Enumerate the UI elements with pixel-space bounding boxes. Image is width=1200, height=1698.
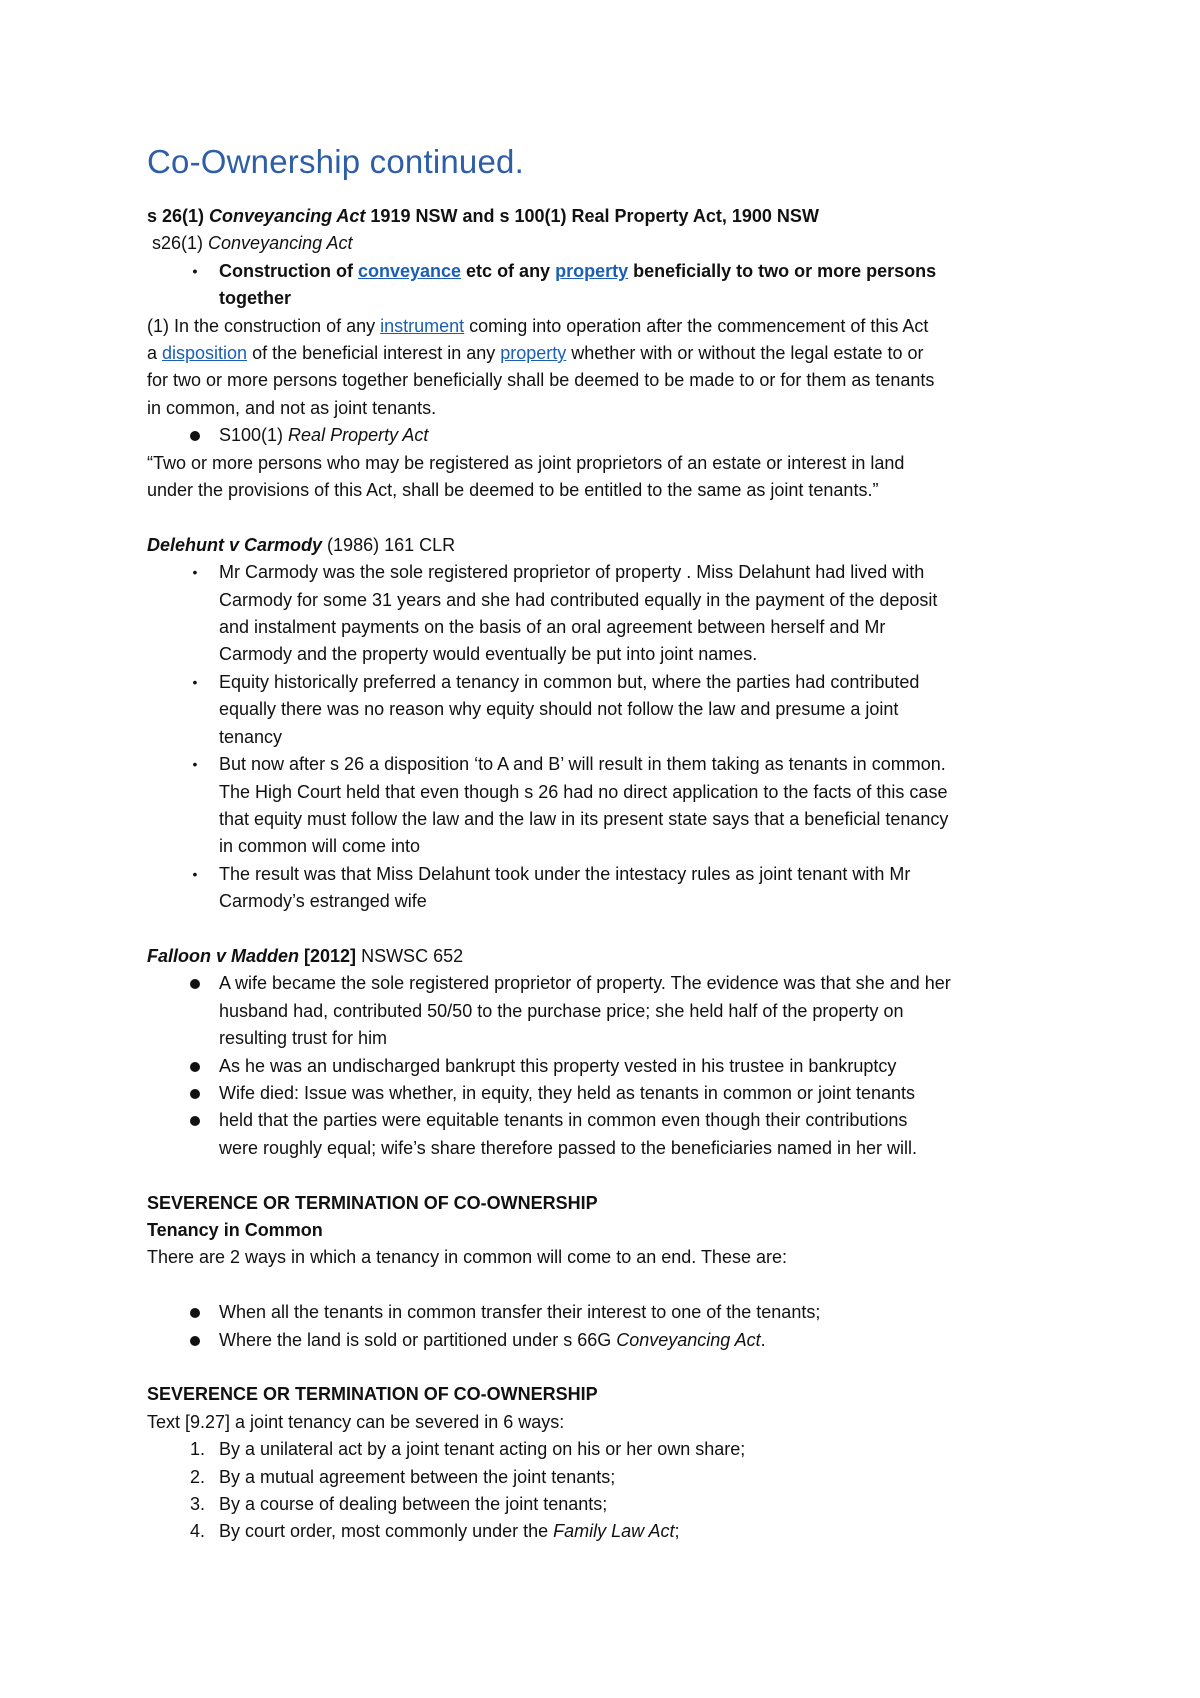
conveyance-link[interactable]: conveyance bbox=[357, 260, 462, 281]
bullet-icon: • bbox=[192, 564, 198, 581]
page-title: Co-Ownership continued. bbox=[147, 143, 524, 180]
bullet-icon: • bbox=[192, 865, 198, 882]
list-item: 3. By a course of dealing between the joint tenants; bbox=[189, 1494, 608, 1515]
bullet-icon: • bbox=[192, 673, 198, 690]
list-item: As he was an undischarged bankrupt this property vested in his trustee in bankruptcy bbox=[147, 1053, 1077, 1080]
bullet-icon bbox=[183, 1327, 207, 1354]
numbered-list bbox=[147, 1436, 1077, 1518]
s26-label: s26(1) Conveyancing Act bbox=[152, 233, 353, 254]
property-link-2[interactable]: property bbox=[500, 343, 567, 364]
case-heading-delehunt: Delehunt v Carmody (1986) 161 CLR bbox=[147, 534, 456, 555]
bullet-icon bbox=[183, 970, 207, 997]
falloon-bullets bbox=[147, 970, 1077, 1162]
section-heading: SEVERENCE OR TERMINATION OF CO-OWNERSHIP bbox=[147, 1192, 598, 1213]
list-item: A wife became the sole registered proprietor of property. The evidence was that she and her husband had, contributed 50/50 to the purchase price; she held half of the property on resulting trust for him bbox=[147, 970, 1077, 1052]
s100-bullet: S100(1) Real Property Act bbox=[147, 422, 1077, 449]
property-link[interactable]: property bbox=[555, 260, 629, 281]
s26-paragraph: (1) In the construction of any instrument coming into operation after the commencement of this Act a disposition of the beneficial interest in any property whether with or without the legal estate to or for two or more persons together beneficially shall be deemed to be made to or for them as tenants in common, and not as joint tenants. bbox=[147, 315, 935, 418]
delehunt-bullets bbox=[147, 559, 1077, 915]
s100-quote: “Two or more persons who may be registered as joint proprietors of an estate or interest in land bbox=[147, 452, 905, 473]
document-body: s 26(1) Conveyancing Act 1919 NSW and s 100(1) Real Property Act, 1900 NSW s26(1) Conveyancing Act • Construction of conveyance etc of any property beneficially to two or more persons together (1) In the construction of any instrument coming into operation after the commencement of this Act a disposition of the beneficial interest in any property whether with or without the legal estate to or for two or more persons together beneficially shall be deemed to be made to or for them as tenants in common, and not as joint tenants. S100(1) Real Property Act “Two or more persons who may be registered as joint proprietors of an estate or interest in land under the provisions of this Act, shall be deemed to be entitled to the same as joint tenants.” Delehunt v Carmody (1986) 161 CLR • Mr Carmody was the sole registered proprietor of property . Miss Delahunt had lived with Carmody for some 31 years and she had contributed equally in the payment of the deposit and instalment payments on the basis of an oral agreement between herself and Mr Carmody and the property would eventually be put into joint names. • Equity historically preferred a tenancy in common but, where the parties had contributed equally there was no reason why equity should not follow the law and presume a joint tenancy • But now after s 26 a disposition ‘to A and B’ will result in them taking as tenants in common. The High Court held that even though s 26 had no direct application to the facts of this case that equity must follow the law and the law in its present state says that a beneficial tenancy in common will come into • The result was that Miss Delahunt took under the intestacy rules as joint tenant with Mr Carmody’s estranged wife Falloon v Madden [2012] NSWSC 652 A wife became the sole registered proprietor of property. The evidence was that she and her husband had, contributed 50/50 to the purchase price; she held half of the property on resulting trust for him As he was an undischarged bankrupt this property vested in his trustee in bankruptcy Wife died: Issue was whether, in equity, they held as tenants in common or joint tenants held that the parties were equitable tenants in common even though their contributions were roughly equal; wife’s share therefore passed to the beneficiaries named in her will. SEVERENCE OR TERMINATION OF CO-OWNERSHIP Tenancy in Common There are 2 ways in which a tenancy in common will come to an end. These are: When all the tenants in common transfer their interest to one of the tenants; Where the land is sold or partitioned under s 66G Conveyancing Act. SEVERENCE OR TERMINATION OF CO-OWNERSHIP Text [9.27] a joint tenancy can be severed in 6 ways: 1. By a unilateral act by a joint tenant acting on his or her own share; 2. By a mutual agreement between the joint tenants; 3. By a course of dealing between the joint tenants; 4. By court order, most commonly under the Family Law Act; bbox=[147, 203, 1077, 1546]
list-item: 1. By a unilateral act by a joint tenant acting on his or her own share; bbox=[189, 1439, 746, 1460]
section-heading: SEVERENCE OR TERMINATION OF CO-OWNERSHIP bbox=[147, 1384, 598, 1405]
list-item: Wife died: Issue was whether, in equity, they held as tenants in common or joint tenants bbox=[147, 1080, 1077, 1107]
bullet-icon bbox=[183, 1107, 207, 1134]
bullet-icon bbox=[183, 1053, 207, 1080]
section-intro: There are 2 ways in which a tenancy in common will come to an end. These are: bbox=[147, 1247, 787, 1268]
list-item: • Mr Carmody was the sole registered proprietor of property . Miss Delahunt had lived with Carmody for some 31 years and she had contributed equally in the payment of the deposit and instalment payments on the basis of an oral agreement between herself and Mr Carmody and the property would eventually be put into joint names. bbox=[147, 559, 1077, 669]
disposition-link[interactable]: disposition bbox=[162, 343, 248, 364]
section-subheading: Tenancy in Common bbox=[147, 1219, 323, 1240]
case-heading-falloon: Falloon v Madden [2012] NSWSC 652 bbox=[147, 945, 464, 966]
list-item: • But now after s 26 a disposition ‘to A and B’ will result in them taking as tenants in common. The High Court held that even though s 26 had no direct application to the facts of this case that equity must follow the law and the law in its present state says that a beneficial tenancy in common will come into bbox=[147, 751, 1077, 861]
section-intro: Text [9.27] a joint tenancy can be severed in 6 ways: bbox=[147, 1411, 565, 1432]
list-item: Where the land is sold or partitioned under s 66G Conveyancing Act. bbox=[147, 1327, 1077, 1354]
list-item: • Equity historically preferred a tenancy in common but, where the parties had contributed equally there was no reason why equity should not follow the law and presume a joint tenancy bbox=[147, 669, 1077, 751]
list-item: • The result was that Miss Delahunt took under the intestacy rules as joint tenant with Mr Carmody’s estranged wife bbox=[147, 861, 1077, 916]
bullet-icon: • bbox=[192, 756, 198, 773]
s26-bullet: • Construction of conveyance etc of any property beneficially to two or more persons together bbox=[147, 258, 1077, 313]
bullet-icon bbox=[183, 1299, 207, 1326]
bullet-icon bbox=[183, 1080, 207, 1107]
statute-heading: s 26(1) Conveyancing Act 1919 NSW and s 100(1) Real Property Act, 1900 NSW bbox=[147, 206, 819, 226]
list-item: 2. By a mutual agreement between the joint tenants; bbox=[189, 1466, 616, 1487]
list-item: held that the parties were equitable tenants in common even though their contributions were roughly equal; wife’s share therefore passed to the beneficiaries named in her will. bbox=[147, 1107, 1077, 1162]
list-item: When all the tenants in common transfer their interest to one of the tenants; bbox=[147, 1299, 1077, 1326]
list-item: 4. By court order, most commonly under the Family Law Act; bbox=[189, 1521, 680, 1542]
bullet-icon bbox=[183, 422, 207, 449]
bullet-icon: • bbox=[192, 262, 198, 279]
instrument-link[interactable]: instrument bbox=[380, 315, 465, 336]
